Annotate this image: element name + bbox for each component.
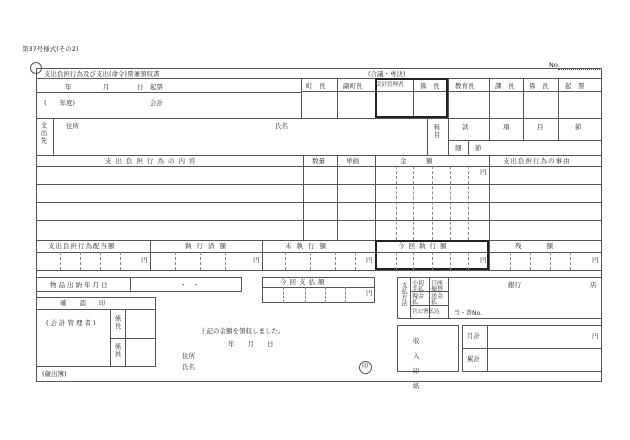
payee-name-label: 氏名 — [275, 122, 288, 130]
approver-2: 会計管理者 — [376, 82, 404, 88]
summary-unexecuted-header: 未執行額 — [285, 242, 331, 250]
account-setsu: 節 — [575, 123, 582, 131]
confirm-staff: 係員 — [113, 343, 122, 358]
approver-1: 副町長 — [343, 82, 363, 90]
approver-3: 係 長 — [420, 82, 440, 90]
created-suffix: 起票 — [150, 83, 163, 91]
method-check[interactable]: 小切手払 — [412, 280, 425, 293]
account-number-label: 当・普No. — [454, 310, 482, 317]
summary-yen-3: 円 — [366, 256, 373, 264]
detail-unit-price-header: 単価 — [346, 157, 359, 165]
summary-current-header: 今回執行額 — [398, 242, 451, 250]
approver-7: 起 票 — [565, 82, 585, 90]
account-setsu2: 節 — [475, 144, 482, 152]
current-payment-label: 今回支払額 — [280, 278, 328, 286]
bank-label: 銀行 — [508, 281, 521, 289]
form-number: 第37号様式(その2) — [22, 45, 79, 53]
summary-executed-header: 執行済額 — [185, 242, 231, 250]
cumulative-label: 累計 — [467, 355, 480, 363]
account-kou: 項 — [503, 123, 510, 131]
created-year: 年 — [65, 83, 72, 91]
detail-content-header: 支出負担行為の内容 — [105, 157, 200, 165]
account-sai: 細 — [455, 144, 462, 152]
monthly-label: 月計 — [467, 332, 480, 340]
summary-remaining-header: 残 額 — [515, 242, 557, 250]
summary-allocated-header: 支出負担行為配当額 — [48, 242, 116, 250]
hole-circle-icon — [30, 62, 42, 74]
summary-yen-1: 円 — [141, 256, 148, 264]
detail-quantity-header: 数量 — [312, 157, 325, 165]
current-payment-yen: 円 — [366, 289, 373, 297]
approver-5: 課 長 — [495, 82, 515, 90]
method-remit[interactable]: 送金払 — [431, 293, 444, 306]
receipt-name: 氏名 — [182, 363, 195, 371]
confirm-manager: (会計管理者) — [46, 319, 98, 327]
detail-reason-header: 支出負担行為の事由 — [503, 157, 571, 165]
monthly-yen: 円 — [592, 332, 599, 340]
receipt-date: 年 月 日 — [228, 340, 274, 348]
detail-yen: 円 — [480, 168, 487, 176]
fiscal-year: ( 年度) — [44, 99, 76, 107]
confirm-stamp-box — [36, 297, 156, 367]
revenue-stamp-label: 収入印紙 — [413, 337, 434, 390]
created-day: 日 — [137, 83, 144, 91]
goods-date-label: 物品出納年月日 — [50, 281, 110, 289]
summary-yen-5: 円 — [592, 256, 599, 264]
goods-date-dots: ・ ・ — [180, 281, 200, 289]
account-moku: 目 — [537, 123, 544, 131]
approver-6: 係 長 — [529, 82, 549, 90]
number-label: No. — [549, 61, 560, 69]
receipt-text: 上記の金額を領収しました。 — [200, 327, 285, 335]
seal-label: 印 — [362, 363, 369, 370]
confirm-label: 確 認 印 — [60, 299, 106, 307]
account-kan: 款 — [462, 123, 469, 131]
account-label: 会計 — [150, 99, 163, 107]
approver-4: 教育長 — [455, 82, 475, 90]
method-public-office[interactable]: 官公署払込 — [412, 309, 440, 315]
payee-address-label: 住所 — [66, 122, 79, 130]
branch-label: 店 — [590, 281, 597, 289]
ledger-label: (歳出簿) — [42, 370, 67, 378]
payee-label: 支出先 — [39, 122, 48, 145]
receipt-address: 住所 — [182, 352, 195, 360]
form-title: 支出負担行為及び支出(命令)票兼領収書 — [44, 70, 160, 78]
summary-yen-4: 円 — [480, 256, 487, 264]
detail-amount-header: 金 額 — [400, 157, 433, 165]
method-cash[interactable]: 現金払 — [412, 293, 425, 306]
approver-0: 町 長 — [306, 82, 326, 90]
confirm-chief: 係長 — [113, 315, 122, 330]
summary-yen-2: 円 — [253, 256, 260, 264]
subject-label: 科目 — [432, 124, 441, 139]
method-transfer[interactable]: 口座振替 — [431, 280, 444, 293]
payment-method-label: 支払方法 — [400, 282, 407, 306]
approval-note: (合議・専決) — [368, 70, 406, 78]
created-month: 月 — [103, 83, 110, 91]
